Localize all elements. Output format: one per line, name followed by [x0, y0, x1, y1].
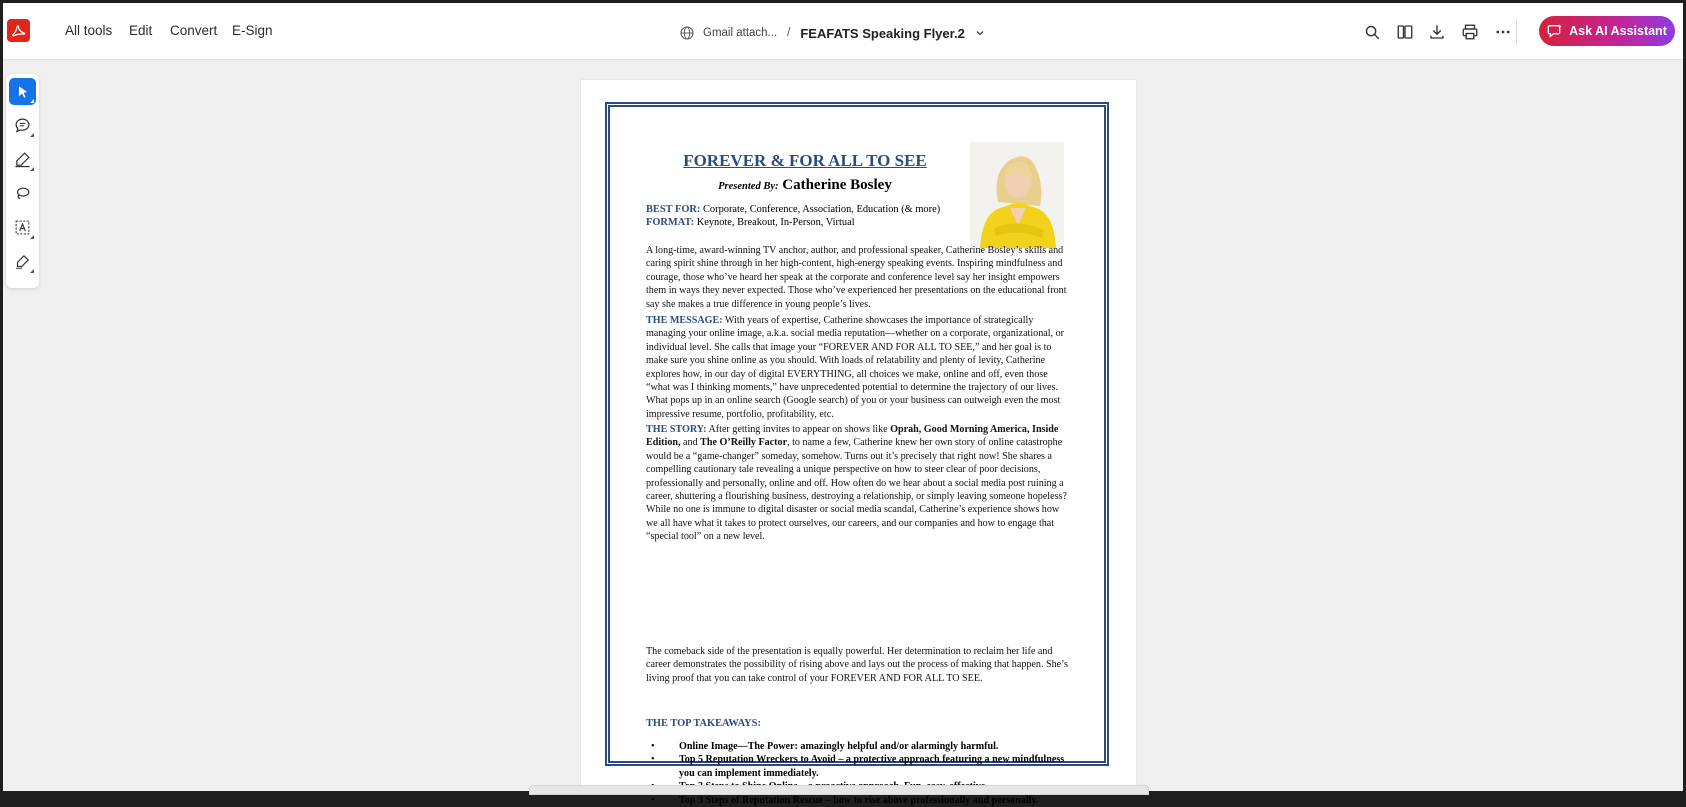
- format-label: FORMAT:: [646, 217, 695, 228]
- story-label: THE STORY:: [646, 424, 707, 435]
- page-thumbnails-icon[interactable]: [1394, 21, 1416, 43]
- presented-by-label: Presented By:: [718, 181, 779, 192]
- esign-menu[interactable]: E-Sign: [232, 23, 273, 38]
- select-tool[interactable]: [9, 78, 36, 105]
- highlight-icon: [14, 151, 31, 168]
- convert-menu[interactable]: Convert: [170, 23, 218, 38]
- message-paragraph: [646, 314, 1071, 421]
- breadcrumb: [679, 23, 985, 43]
- more-icon[interactable]: [1492, 21, 1514, 43]
- story-show-1: Oprah, Good Morning America, Inside Edition,: [646, 424, 1059, 449]
- toolbar-divider: [1516, 19, 1517, 45]
- message-text: With years of expertise, Catherine showcases the importance of strategically managing your online image, a.k.a. social media reputation—whether on a corporate, organizational, or individual level. She calls that image your “FOREVER AND FOR ALL TO SEE,” and her goal is to make sure you shine online as you should. With loads of relatability and plenty of levity, Catherine explores how, in our day of digital EVERYTHING, all choices we make, online and off, even those “what was I thinking moments,” have unprecedented potential to determine the trajectory of our lives. What pops up in an online search (Google search) of you or your business can outweigh even the most impressive resume, portfolio, profitability, etc.: [646, 315, 1064, 420]
- story-rest: , to name a few, Catherine knew her own story of online catastrophe would be a “game-changer” someday, somehow. Turns out it’s precisely that right now! She shares a compelling cautionary tale revealing a unique perspective on how to steer clear of poor decisions, professionally and personally, online and off. How often do we hear about a social media post ruining a career, shuttering a flourishing business, destroying a relationship, or simply leaving someone hopeless? While no one is immune to digital disaster or social media scandal, Catherine’s experience shows how we all have what it takes to protect ourselves, our careers, and our companies and how to engage that “special tool” on a new level.: [646, 437, 1067, 543]
- story-and: and: [683, 437, 698, 449]
- all-tools-menu[interactable]: All tools: [65, 23, 113, 38]
- best-for-label: BEST FOR:: [646, 204, 701, 215]
- best-for-value: Corporate, Conference, Association, Education (& more): [702, 204, 941, 215]
- download-icon[interactable]: [1426, 21, 1448, 43]
- chevron-down-icon[interactable]: [975, 28, 985, 38]
- select-icon: [16, 85, 30, 99]
- comment-icon: [14, 117, 31, 134]
- list-item: • Online Image—The Power: amazingly helpful and/or alarmingly harmful.: [651, 740, 1071, 753]
- format-value: Keynote, Breakout, In-Person, Virtual: [696, 217, 855, 228]
- sign-tool[interactable]: [9, 248, 36, 275]
- format-line: [646, 217, 855, 228]
- pdf-page: [581, 80, 1136, 806]
- sign-icon: [14, 253, 31, 270]
- ask-ai-label: Ask AI Assistant: [1569, 24, 1667, 38]
- document-title: FOREVER & FOR ALL TO SEE: [683, 151, 927, 170]
- takeaways-list: [651, 740, 1071, 807]
- presenter-name: Catherine Bosley: [782, 177, 892, 193]
- ask-ai-assistant-button[interactable]: [1539, 16, 1675, 46]
- search-icon[interactable]: [1361, 21, 1383, 43]
- comeback-paragraph: The comeback side of the presentation is equally powerful. Her determination to reclaim her life and career demonstrates the possibility of rising above and lays out the process of making that happen. She’s living proof that you can take control of your FOREVER AND FOR ALL TO SEE.: [646, 646, 1068, 684]
- print-icon[interactable]: [1459, 21, 1481, 43]
- story-lead: After getting invites to appear on shows like: [708, 424, 888, 435]
- breadcrumb-location[interactable]: Gmail attach...: [703, 27, 778, 39]
- tool-rail: [6, 74, 39, 288]
- intro-paragraph: A long-time, award-winning TV anchor, author, and professional speaker, Catherine Bosley’s skills and caring spirit shine through in her high-content, high-energy speaking events. Inspiring mindfulness and courage, those who’ve heard her speak at the corporate and conference level say her insight empowers them in ways they never expected. Those who’ve experienced her presentations on the educational front say she makes a true difference in young people’s lives.: [646, 245, 1067, 310]
- speaker-photo: [970, 142, 1064, 248]
- globe-icon: [679, 25, 695, 41]
- lasso-tool[interactable]: [9, 180, 36, 207]
- list-item: • Top 5 Reputation Wreckers to Avoid – a protective approach featuring a new mindfulness you can implement immediately.: [651, 753, 1071, 780]
- acrobat-logo-icon[interactable]: [7, 19, 30, 42]
- text-select-tool[interactable]: [9, 214, 36, 241]
- top-toolbar: [3, 3, 1683, 60]
- takeaways-title: THE TOP TAKEAWAYS:: [646, 718, 761, 729]
- story-paragraph: [646, 423, 1071, 544]
- horizontal-scrollbar[interactable]: [529, 785, 1149, 795]
- story-show-2: The O’Reilly Factor: [700, 437, 788, 449]
- text-select-icon: [14, 219, 31, 236]
- document-name[interactable]: FEAFATS Speaking Flyer.2: [800, 25, 965, 41]
- lasso-icon: [14, 185, 31, 202]
- best-for-line: [646, 204, 940, 215]
- edit-menu[interactable]: Edit: [129, 23, 153, 38]
- comment-tool[interactable]: [9, 112, 36, 139]
- ai-chat-icon: [1547, 23, 1563, 39]
- list-item: • Top 3 Steps of Reputation Rescue – how to rise above professionally and personally.: [651, 794, 1071, 807]
- message-label: THE MESSAGE:: [646, 315, 723, 326]
- breadcrumb-separator: /: [787, 27, 791, 39]
- highlight-tool[interactable]: [9, 146, 36, 173]
- acrobat-window: [3, 3, 1683, 806]
- presenter-line: [676, 177, 934, 194]
